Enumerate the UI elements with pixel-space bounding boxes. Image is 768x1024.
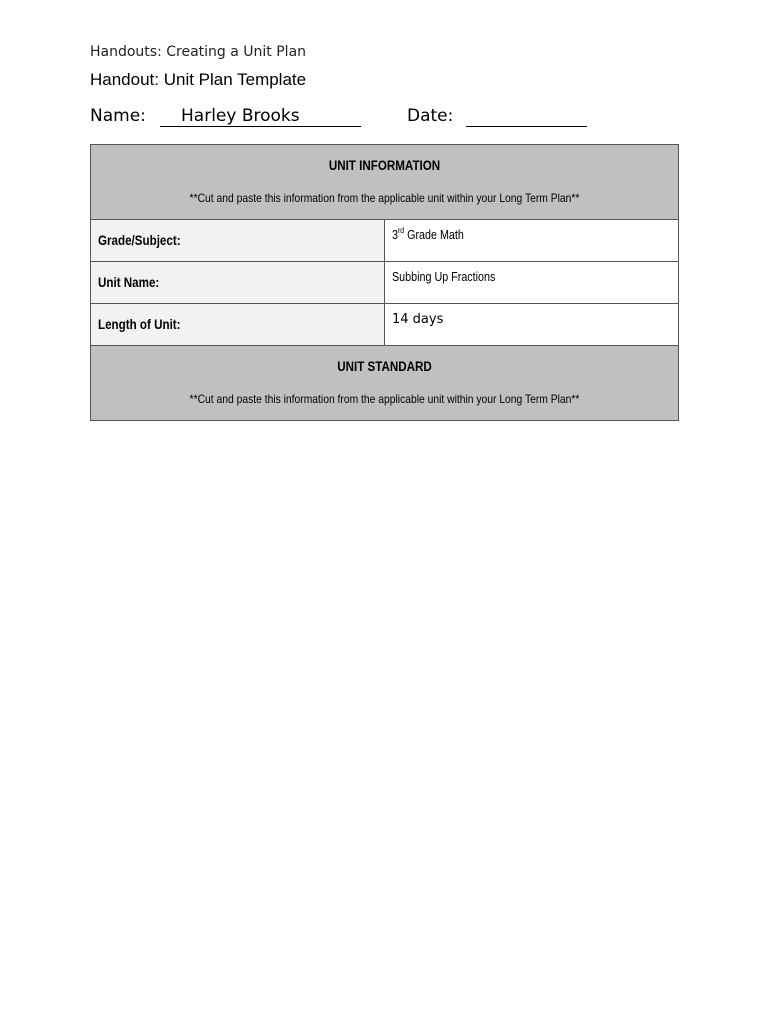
name-field[interactable]: [160, 104, 361, 127]
grade-subject-label: Grade/Subject:: [91, 220, 385, 262]
document-title: Handout: Unit Plan Template: [90, 70, 307, 89]
ordinal-suffix: rd: [397, 226, 405, 235]
table-row: [91, 220, 679, 262]
name-label: Name:: [90, 106, 146, 126]
unit-plan-table: [90, 144, 679, 421]
length-of-unit-label: Length of Unit:: [91, 304, 385, 346]
date-label: Date:: [407, 106, 454, 126]
unit-information-note: **Cut and paste this information from the applicable unit within your Long Term Plan**: [189, 190, 580, 205]
unit-information-title: UNIT INFORMATION: [328, 157, 441, 173]
grade-subject-value[interactable]: 3rd Grade Math: [385, 220, 679, 262]
unit-name-value[interactable]: Subbing Up Fractions: [385, 262, 679, 304]
document-header: Handouts: Creating a Unit Plan: [90, 44, 307, 60]
date-field[interactable]: [466, 104, 587, 127]
unit-standard-note: **Cut and paste this information from the applicable unit within your Long Term Plan**: [189, 391, 580, 406]
unit-standard-title: UNIT STANDARD: [337, 358, 432, 374]
unit-information-header: [91, 145, 679, 220]
name-date-row: [90, 104, 690, 130]
unit-standard-header: [91, 346, 679, 421]
table-row: [91, 304, 679, 346]
table-row: [91, 262, 679, 304]
unit-name-label: Unit Name:: [91, 262, 385, 304]
name-value: Harley Brooks: [181, 106, 300, 126]
length-of-unit-value[interactable]: 14 days: [385, 304, 679, 346]
